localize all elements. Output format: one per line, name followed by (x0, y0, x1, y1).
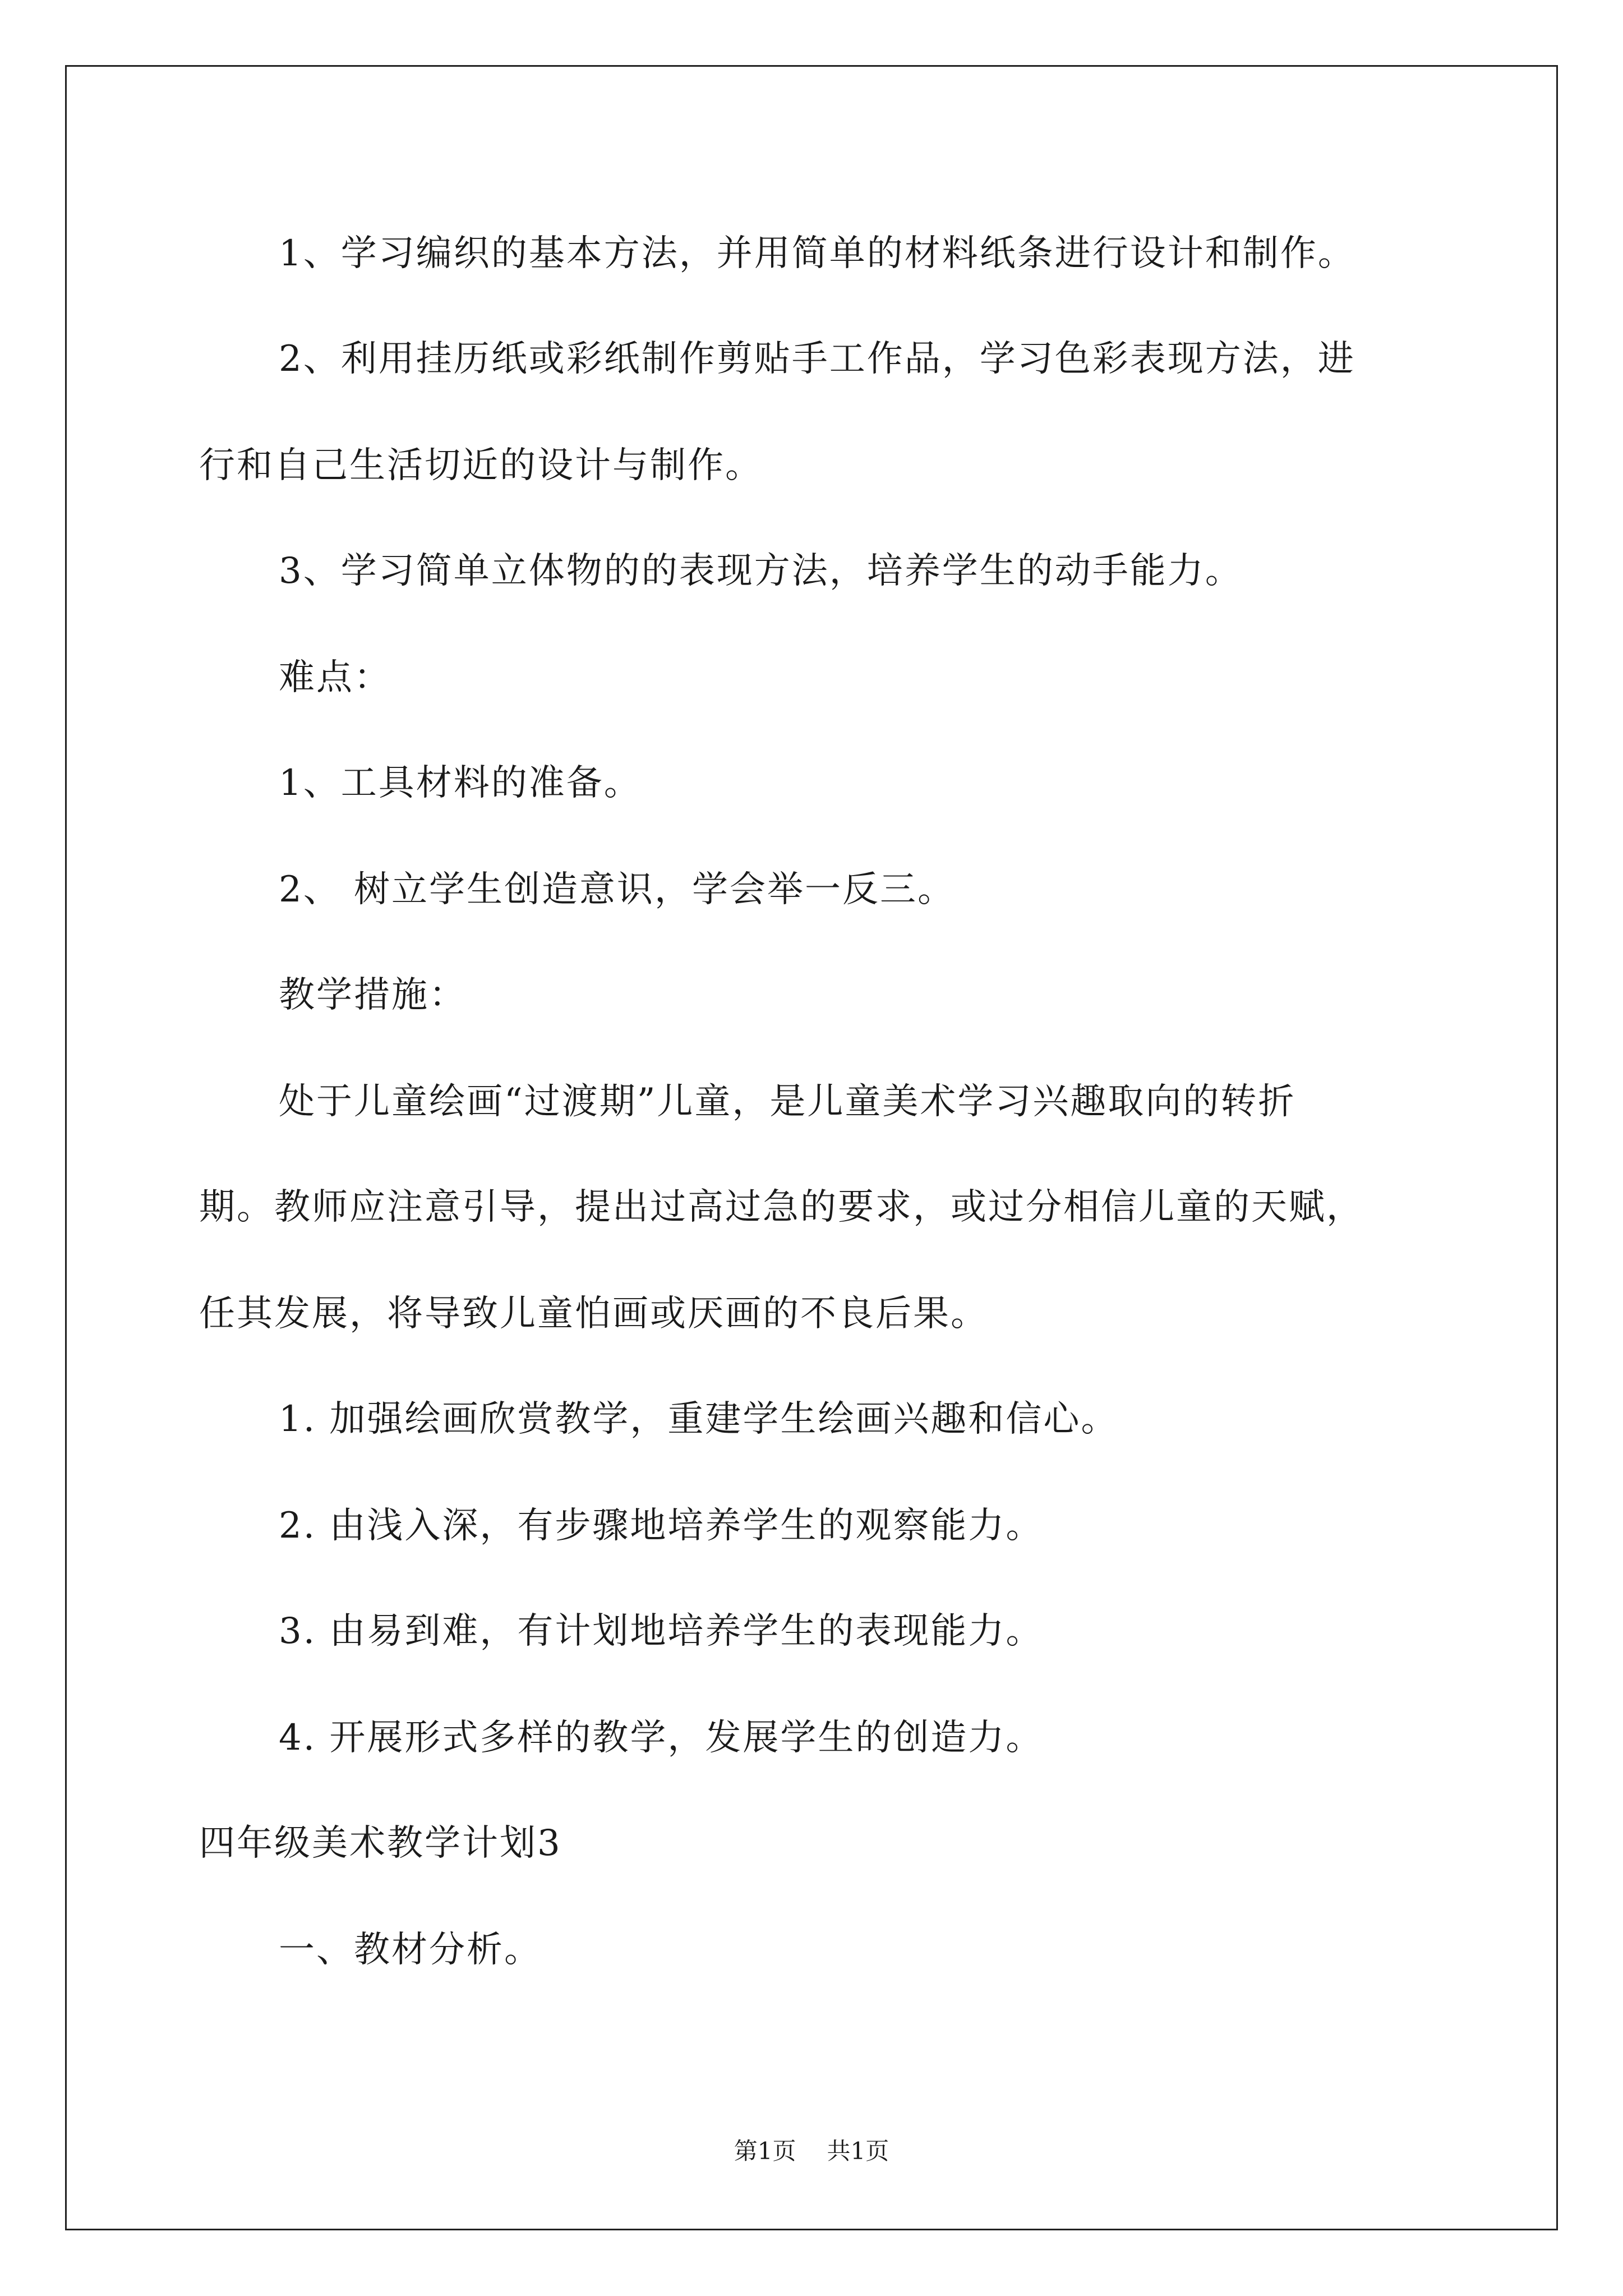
paragraph-line: 1、学习编织的基本方法，并用简单的材料纸条进行设计和制作。 (279, 233, 1355, 274)
paragraph-line: 3. 由易到难，有计划地培养学生的表现能力。 (279, 1611, 1044, 1652)
paragraph-line: 2、利用挂历纸或彩纸制作剪贴手工作品，学习色彩表现方法，进 (279, 338, 1355, 380)
page-number: 第1页 (734, 2137, 796, 2165)
paragraph-line: 期。教师应注意引导，提出过高过急的要求，或过分相信儿童的天赋， (199, 1186, 1364, 1228)
paragraph-line: 2. 由浅入深，有步骤地培养学生的观察能力。 (279, 1505, 1044, 1547)
paragraph-line: 1、工具材料的准备。 (279, 762, 642, 804)
document-subtitle: 四年级美术教学计划3 (199, 1823, 562, 1864)
page-total: 共1页 (827, 2137, 889, 2165)
section-heading: 一、教材分析。 (279, 1929, 542, 1971)
paragraph-line: 1. 加强绘画欣赏教学，重建学生绘画兴趣和信心。 (279, 1398, 1119, 1440)
paragraph-line: 3、学习简单立体物的的表现方法，培养学生的动手能力。 (279, 550, 1243, 592)
paragraph-line: 处于儿童绘画“过渡期”儿童，是儿童美术学习兴趣取向的转折 (279, 1081, 1296, 1122)
section-heading: 教学措施： (279, 974, 467, 1016)
paragraph-line: 4. 开展形式多样的教学，发展学生的创造力。 (279, 1717, 1044, 1759)
paragraph-line: 任其发展，将导致儿童怕画或厌画的不良后果。 (199, 1293, 988, 1335)
paragraph-line: 2、 树立学生创造意识，学会举一反三。 (279, 869, 956, 910)
page-border (65, 65, 1558, 2230)
page-footer (0, 2137, 1623, 2165)
section-heading: 难点： (279, 657, 391, 698)
paragraph-line: 行和自己生活切近的设计与制作。 (199, 445, 763, 486)
